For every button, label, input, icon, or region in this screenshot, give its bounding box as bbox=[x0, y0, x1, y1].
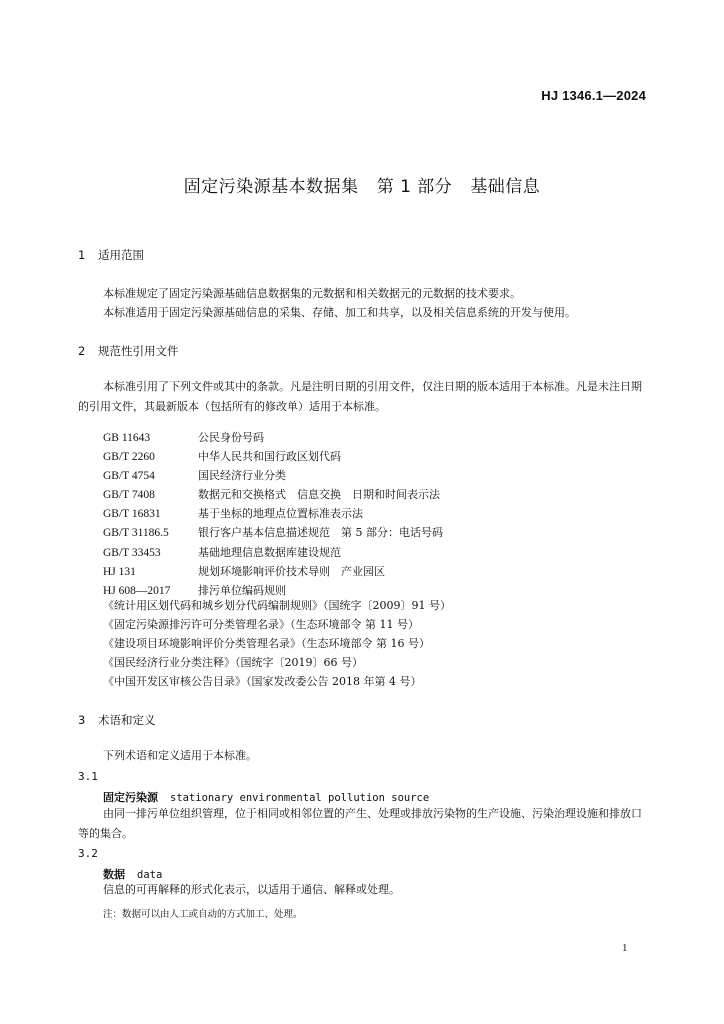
reference-document: 《中国开发区审核公告目录》（国家发改委公告 2018 年第 4 号） bbox=[103, 675, 422, 688]
reference-item bbox=[103, 485, 443, 504]
reference-name: 中华人民共和国行政区划代码 bbox=[198, 450, 341, 464]
reference-name: 基础地理信息数据库建设规范 bbox=[198, 545, 341, 559]
section-heading bbox=[78, 247, 144, 263]
reference-item bbox=[103, 504, 443, 523]
term-english: stationary environmental pollution source bbox=[170, 792, 430, 804]
section-heading bbox=[78, 343, 179, 359]
reference-document: 《国民经济行业分类注释》（国统字〔2019〕66 号） bbox=[103, 656, 363, 669]
reference-name: 公民身份号码 bbox=[198, 431, 264, 444]
terms-intro: 下列术语和定义适用于本标准。 bbox=[103, 749, 257, 762]
reference-code: GB/T 2260 bbox=[103, 451, 155, 464]
reference-name: 基于坐标的地理点位置标准表示法 bbox=[198, 507, 363, 521]
term-entry bbox=[103, 789, 429, 805]
document-code: HJ 1346.1—2024 bbox=[541, 88, 646, 103]
section-heading bbox=[78, 712, 156, 728]
reference-code: HJ 608—2017 bbox=[103, 584, 171, 597]
scope-paragraph: 本标准适用于固定污染源基础信息的采集、存储、加工和共享，以及相关信息系统的开发与使用。 bbox=[103, 306, 576, 319]
term-number: 3.1 bbox=[78, 770, 98, 783]
reference-code: GB/T 16831 bbox=[103, 508, 161, 521]
section-title: 适用范围 bbox=[98, 248, 144, 262]
reference-item bbox=[103, 562, 443, 581]
reference-code: HJ 131 bbox=[103, 565, 136, 578]
reference-name: 银行客户基本信息描述规范 第 5 部分：电话号码 bbox=[198, 526, 443, 540]
reference-item bbox=[103, 543, 443, 562]
reference-name: 数据元和交换格式 信息交换 日期和时间表示法 bbox=[198, 488, 440, 502]
reference-item bbox=[103, 428, 443, 447]
reference-name: 排污单位编码规则 bbox=[198, 583, 286, 597]
term-definition: 信息的可再解释的形式化表示，以适用于通信、解释或处理。 bbox=[103, 883, 400, 896]
term-chinese: 固定污染源 bbox=[103, 791, 158, 804]
reference-list bbox=[103, 428, 443, 600]
reference-document: 《固定污染源排污许可分类管理名录》（生态环境部令 第 11 号） bbox=[103, 618, 419, 631]
reference-item bbox=[103, 466, 443, 485]
section-title: 规范性引用文件 bbox=[98, 344, 179, 358]
section-title: 术语和定义 bbox=[98, 713, 156, 727]
reference-code: GB/T 33453 bbox=[103, 546, 161, 559]
page-title bbox=[0, 172, 724, 197]
section-number: 3 bbox=[78, 713, 86, 727]
reference-item bbox=[103, 447, 443, 466]
page-number: 1 bbox=[622, 942, 628, 954]
term-note: 注：数据可以由人工或自动的方式加工、处理。 bbox=[103, 909, 303, 920]
reference-code: GB 11643 bbox=[103, 432, 151, 444]
reference-code: GB/T 7408 bbox=[103, 489, 155, 502]
reference-document: 《建设项目环境影响评价分类管理名录》（生态环境部令 第 16 号） bbox=[103, 637, 430, 650]
term-definition: 由同一排污单位组织管理，位于相同或相邻位置的产生、处理或排放污染物的生产设施、污染治理设施和排放口等的集合。 bbox=[78, 807, 642, 840]
section-number: 2 bbox=[78, 344, 86, 358]
title-main: 固定污染源基本数据集 bbox=[183, 177, 359, 197]
scope-paragraph: 本标准规定了固定污染源基础信息数据集的元数据和相关数据元的元数据的技术要求。 bbox=[103, 287, 521, 300]
reference-name: 规划环境影响评价技术导则 产业园区 bbox=[198, 564, 385, 578]
reference-code: GB/T 4754 bbox=[103, 470, 155, 483]
term-english: data bbox=[137, 869, 163, 881]
title-part: 第 1 部分 bbox=[376, 177, 453, 197]
reference-name: 国民经济行业分类 bbox=[198, 469, 286, 483]
normative-intro: 本标准引用了下列文件或其中的条款。凡是注明日期的引用文件，仅注日期的版本适用于本标准。凡是未注日期的引用文件，其最新版本（包括所有的修改单）适用于本标准。 bbox=[78, 380, 642, 413]
term-chinese: 数据 bbox=[103, 868, 125, 881]
reference-code: GB/T 31186.5 bbox=[103, 527, 169, 540]
title-sub: 基础信息 bbox=[470, 177, 541, 197]
reference-item bbox=[103, 523, 443, 542]
section-number: 1 bbox=[78, 248, 86, 262]
term-number: 3.2 bbox=[78, 847, 98, 860]
reference-document: 《统计用区划代码和城乡划分代码编制规则》（国统字〔2009〕91 号） bbox=[103, 599, 451, 612]
